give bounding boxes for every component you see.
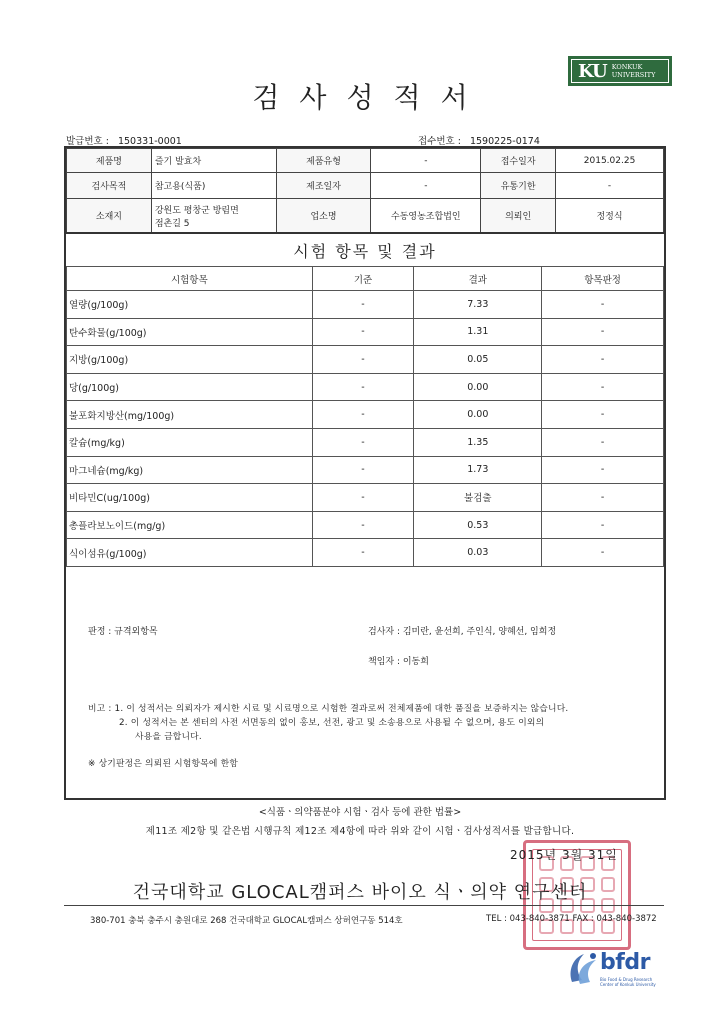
- product-type: -: [371, 149, 481, 173]
- logo-ku-text: KU: [578, 60, 607, 82]
- header-result: 결과: [414, 267, 542, 291]
- table-row: [67, 539, 664, 567]
- issue-number-label: 발급번호 :: [66, 136, 109, 147]
- receipt-number-label: 접수번호 :: [418, 136, 461, 147]
- table-row: [67, 373, 664, 401]
- result: 7.33: [414, 291, 542, 319]
- judgment: -: [542, 456, 664, 484]
- standard: -: [312, 291, 414, 319]
- remark-line-1: 비고 : 1. 이 성적서는 의뢰자가 제시한 시료 및 시료명으로 시험한 결과로써 전체제품에 대한 품질을 보증하지는 않습니다.: [88, 704, 569, 714]
- judgment: -: [542, 428, 664, 456]
- receipt-number: 1590225-0174: [469, 136, 540, 147]
- test-item: 마그네슘(mg/kg): [67, 456, 313, 484]
- result: 0.03: [414, 539, 542, 567]
- test-item: 탄수화물(g/100g): [67, 318, 313, 346]
- table-row: [67, 456, 664, 484]
- standard: -: [312, 456, 414, 484]
- product-info-table: [66, 148, 664, 233]
- purpose-label: 검사목적: [67, 173, 152, 199]
- test-item: 총플라보노이드(mg/g): [67, 511, 313, 539]
- test-item: 열량(g/100g): [67, 291, 313, 319]
- standard: -: [312, 511, 414, 539]
- standard: -: [312, 484, 414, 512]
- remark-line-2: 2. 이 성적서는 본 센터의 사전 서면동의 없이 홍보, 선전, 광고 및 소송용으로 사용될 수 없으며, 용도 이외의: [119, 718, 545, 728]
- test-item: 칼슘(mg/kg): [67, 428, 313, 456]
- judgment: -: [542, 539, 664, 567]
- tel-fax: TEL : 043-840-3871 FAX : 043-840-3872: [486, 914, 657, 924]
- section-title: 시험 항목 및 결과: [66, 232, 664, 266]
- company-label: 업소명: [276, 199, 371, 233]
- bfdr-subtitle: [600, 977, 656, 987]
- bfdr-sub1: Bio Food & Drug Research: [600, 977, 653, 982]
- expiry-label: 유통기한: [481, 173, 556, 199]
- receipt-number-row: [418, 133, 540, 147]
- expiry: -: [556, 173, 664, 199]
- results-table: [66, 266, 664, 567]
- center-name: 건국대학교 GLOCAL캠퍼스 바이오 식ㆍ의약 연구센터: [132, 882, 588, 903]
- result: 1.31: [414, 318, 542, 346]
- product-name: 즐기 발효차: [151, 149, 276, 173]
- client: 정정식: [556, 199, 664, 233]
- bfdr-logo: [566, 950, 682, 988]
- logo-line1: KONKUK: [611, 63, 643, 71]
- table-row: [67, 291, 664, 319]
- test-item: 당(g/100g): [67, 373, 313, 401]
- company: 수동영농조합법인: [371, 199, 481, 233]
- header-standard: 기준: [312, 267, 414, 291]
- judgment: -: [542, 511, 664, 539]
- test-item: 식이섬유(g/100g): [67, 539, 313, 567]
- client-label: 의뢰인: [481, 199, 556, 233]
- issue-number-row: [66, 133, 182, 147]
- law-title: <식품ㆍ의약품분야 시험ㆍ검사 등에 관한 법률>: [258, 807, 462, 818]
- judgment: -: [542, 346, 664, 374]
- mfg-date: -: [371, 173, 481, 199]
- test-item: 지방(g/100g): [67, 346, 313, 374]
- table-row: [67, 428, 664, 456]
- standard: -: [312, 539, 414, 567]
- result: 0.53: [414, 511, 542, 539]
- logo-line2: UNIVERSITY: [611, 71, 656, 79]
- standard: -: [312, 401, 414, 429]
- judgment: -: [542, 484, 664, 512]
- results-header-row: [67, 267, 664, 291]
- header-item: 시험항목: [67, 267, 313, 291]
- judgment: -: [542, 291, 664, 319]
- table-row: [67, 484, 664, 512]
- table-row: [67, 401, 664, 429]
- document-title: 검사성적서: [252, 81, 488, 114]
- result: 불검출: [414, 484, 542, 512]
- standard: -: [312, 373, 414, 401]
- receipt-date-label: 접수일자: [481, 149, 556, 173]
- product-type-label: 제품유형: [276, 149, 371, 173]
- test-item: 비타민C(ug/100g): [67, 484, 313, 512]
- judgment-line: 판정 : 규격외항목: [88, 627, 158, 637]
- law-line: 제11조 제2항 및 같은법 시행규칙 제12조 제4항에 따라 위와 같이 시험ㆍ검사성적서를 발급합니다.: [145, 826, 575, 837]
- judgment: -: [542, 318, 664, 346]
- receipt-date: 2015.02.25: [556, 149, 664, 173]
- table-row: [67, 318, 664, 346]
- test-item: 불포화지방산(mg/100g): [67, 401, 313, 429]
- header-judgment: 항목판정: [542, 267, 664, 291]
- bfdr-sub2: Center of Konkuk University: [600, 982, 656, 987]
- note-line: ※ 상기판정은 의뢰된 시험항목에 한함: [88, 759, 239, 769]
- product-name-label: 제품명: [67, 149, 152, 173]
- result: 0.05: [414, 346, 542, 374]
- bfdr-name: bfdr: [600, 950, 650, 975]
- result: 1.35: [414, 428, 542, 456]
- inspectors-line: 검사자 : 김미란, 윤선희, 주인식, 양혜선, 임희정: [368, 627, 557, 637]
- standard: -: [312, 318, 414, 346]
- footer-divider: [64, 905, 664, 906]
- address: 380-701 충북 충주시 충원대로 268 건국대학교 GLOCAL캠퍼스 상허연구동 514호: [90, 916, 403, 926]
- table-row: [67, 511, 664, 539]
- judgment: -: [542, 373, 664, 401]
- responsible-line: 책임자 : 이동희: [368, 657, 429, 667]
- table-row: [67, 346, 664, 374]
- location: [151, 199, 276, 233]
- purpose: 참고용(식품): [151, 173, 276, 199]
- issue-number: 150331-0001: [117, 136, 182, 147]
- judgment: -: [542, 401, 664, 429]
- location-label: 소재지: [67, 199, 152, 233]
- location-line1: 강원도 평창군 방림면: [154, 205, 239, 216]
- result: 0.00: [414, 373, 542, 401]
- standard: -: [312, 346, 414, 374]
- bfdr-mark-icon: [566, 950, 600, 986]
- result: 0.00: [414, 401, 542, 429]
- issue-date: 2015년 3월 31일: [510, 848, 618, 862]
- remark-line-3: 사용을 금합니다.: [135, 732, 202, 742]
- result: 1.73: [414, 456, 542, 484]
- standard: -: [312, 428, 414, 456]
- location-line2: 점촌길 5: [154, 218, 190, 229]
- mfg-date-label: 제조일자: [276, 173, 371, 199]
